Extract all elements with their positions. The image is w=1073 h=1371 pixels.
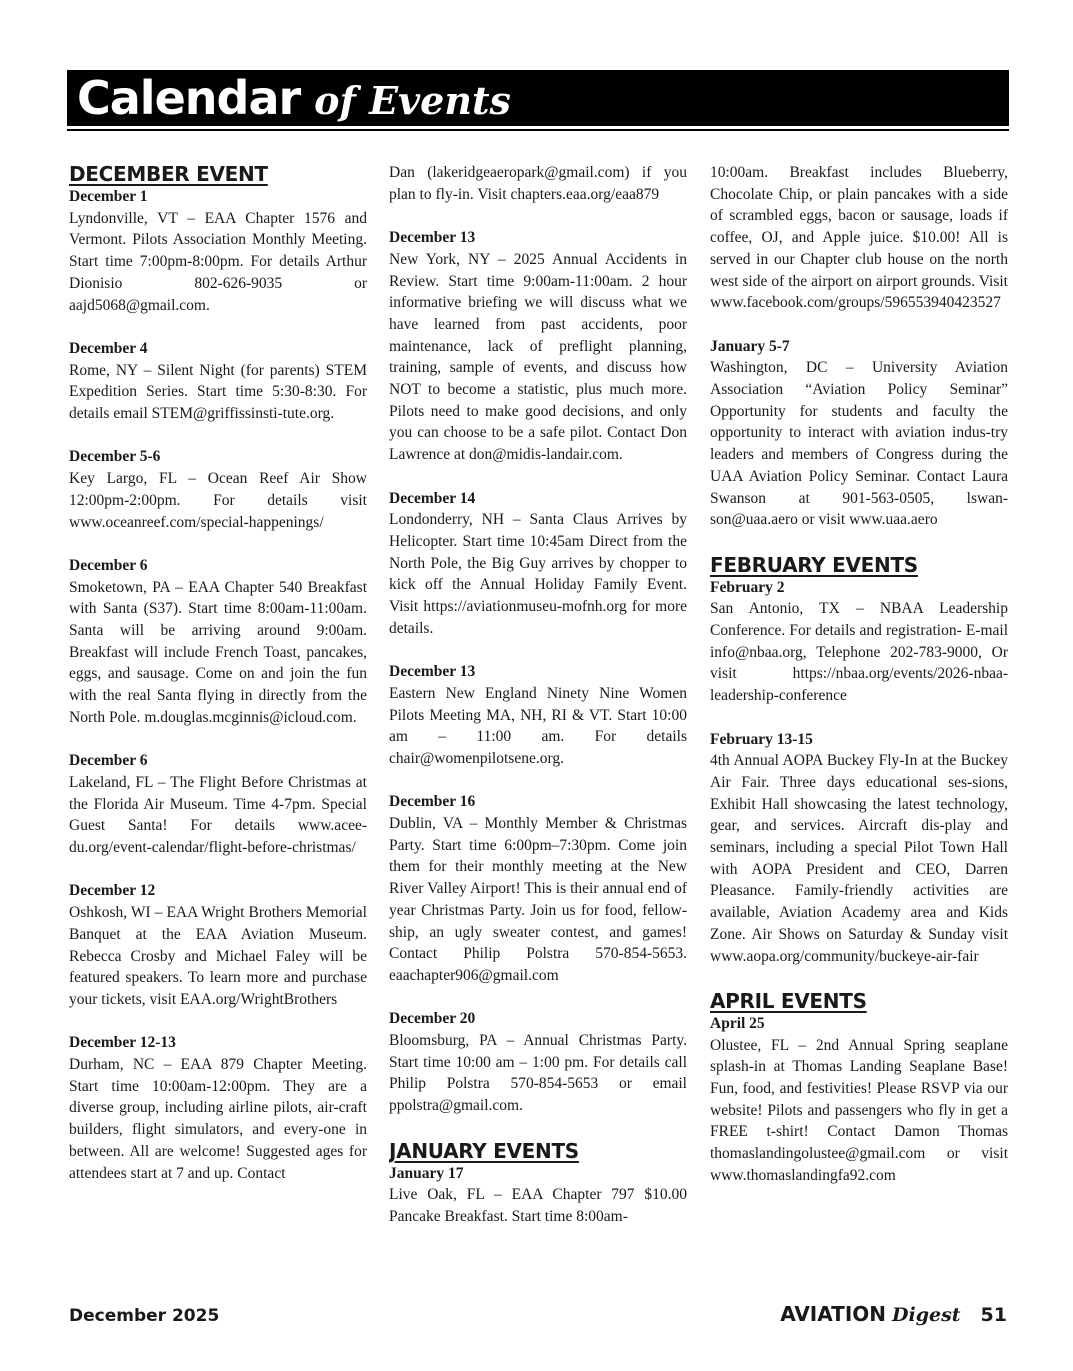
publication-footer [780,1302,1007,1326]
event-date: December 12 [69,882,156,900]
event-description: Durham, NC – EAA 879 Chapter Meeting. Start time 10:00am-12:00pm. They are a diverse group, including airline pilots, air-craft builders, flight simulators, and every-one in between. All are welcome! Suggested ages for attendees start at 7 and up. Contact [69,1056,367,1182]
event-date: December 16 [389,793,476,811]
event-date: January 17 [389,1164,464,1182]
event-date: December 13 [389,663,476,681]
event-date: December 1 [69,188,148,205]
event-date: February 2 [710,578,785,596]
event-entry [389,1008,687,1117]
page-number: 51 [980,1304,1007,1326]
event-description: Rome, NY – Silent Night (for parents) STEM Expedition Series. Start time 5:30-8:30. For details email STEM@griffissinsti-tute.org. [69,361,367,423]
event-entry [69,1032,367,1184]
event-entry [69,750,367,859]
event-description: Washington, DC – University Aviation Association “Aviation Policy Seminar” Opportunity for students and faculty the opportunity to interact with aviation indus-try leaders and members of Congress during the UAA Aviation Policy Seminar. Contact Laura Swanson at 901-563-0505, lswan-son@uaa.aero or visit www.uaa.aero [710,359,1008,529]
event-date: December 6 [69,752,148,770]
page-title-banner [67,70,1009,126]
event-description: Bloomsburg, PA – Annual Christmas Party. Start time 10:00 am – 1:00 pm. For details call Philip Polstra 570-854-5653 or email ppolstra@gmail.com. [389,1032,687,1115]
event-entry [69,446,367,533]
event-entry [710,729,1008,968]
event-entry [710,577,1008,707]
event-date: February 13-15 [710,730,813,748]
event-date: December 13 [389,229,476,247]
event-description: 10:00am. Breakfast includes Blueberry, Chocolate Chip, or plain pancakes with a side of scrambled eggs, bacon or sausage, loads if coffee, OJ, and Apple juice. $10.00! All is served in our Chapter club house on the north west side of the airport on airport grounds. Visit www.facebook.com/groups/596553940423527 [710,164,1008,312]
title-rule [67,129,1009,131]
event-description: San Antonio, TX – NBAA Leadership Conference. For details and registration- E-mail info@nbaa.org, Telephone 202-783-9000, Or visit https://nbaa.org/events/2026-nbaa-leadership-conference [710,600,1008,705]
event-description: Dublin, VA – Monthly Member & Christmas Party. Start time 6:00pm–7:30pm. Come join them for their monthly meeting at the New River Valley Airport! This is their annual end of year Christmas Party. Join us for food, fellow-ship, an ugly sweater contest, and games! Contact Philip Polstra 570-854-5653. eaachapter906@gmail.com [389,815,687,984]
event-entry [389,488,687,640]
event-entry [389,1163,687,1228]
publication-name: AVIATION [780,1302,886,1326]
event-entry [69,338,367,425]
event-entry [710,162,1008,314]
event-date: December 20 [389,1010,476,1028]
event-date: December 6 [69,556,148,574]
page-title: Calendar [77,71,301,125]
event-entry [389,661,687,770]
event-date: December 5-6 [69,448,161,466]
event-description: 4th Annual AOPA Buckey Fly-In at the Buckey Air Fair. Three days educational ses-sions, Exhibit Hall showcasing the latest technology, gear, and services. Aircraft dis-play and seminars, including a special Pilot Town Hall with AOPA President and CEO, Darren Pleasance. Family-friendly activities are available, Aviation Academy area and Kids Zone. Air Shows on Saturday & Sunday visit www.aopa.org/community/buckeye-air-fair [710,752,1008,965]
event-entry [389,227,687,466]
event-description: New York, NY – 2025 Annual Accidents in Review. Start time 9:00am-11:00am. 2 hour informative briefing we will discuss what we have learned from past accidents, poor maintenance, lack of preflight planning, training, sample of events, and discuss how NOT to become a statistic, plus much more. Pilots need to make good decisions, and only you can choose to be a safe pilot. Contact Don Lawrence at don@midis-landair.com. [389,250,687,464]
column-1 [69,162,367,1206]
page-title-italic: of Events [314,77,511,123]
event-description: Londonderry, NH – Santa Claus Arrives by Helicopter. Start time 10:45am Direct from the North Pole, the Big Guy arrives by chopper to kick off the Annual Holiday Family Event. Visit https://aviationmuseu-mofnh.org for more details. [389,511,687,637]
publication-name-italic: Digest [892,1304,961,1326]
event-description: Eastern New England Ninety Nine Women Pilots Meeting MA, NH, RI & VT. Start 10:00 am – 11:00 am. For details chair@womenpilotsene.org. [389,684,687,767]
event-description: Lakeland, FL – The Flight Before Christmas at the Florida Air Museum. Time 4-7pm. Special Guest Santa! For details www.acee-du.org/event-calendar/flight-before-christmas/ [69,773,367,857]
event-entry [389,791,687,986]
event-date: December 4 [69,339,148,357]
event-date: December 14 [389,489,476,507]
event-description: Lyndonville, VT – EAA Chapter 1576 and Vermont. Pilots Association Monthly Meeting. Start time 7:00pm-8:00pm. For details Arthur Dionisio 802-626-9035 or aajd5068@gmail.com. [69,209,367,314]
section-heading: FEBRUARY EVENTS [710,552,918,577]
event-entry [710,336,1008,531]
event-entry [69,186,367,316]
event-date: January 5-7 [710,337,790,355]
event-description: Olustee, FL – 2nd Annual Spring seaplane splash-in at Thomas Landing Seaplane Base! Fun, food, and festivities! Please RSVP via our website! Pilots and passengers who fly in get a FREE t-shirt! Contact Damon Thomas thomaslandingolustee@gmail.com or visit www.thomaslandingfa92.com [710,1036,1008,1184]
event-date: December 12-13 [69,1034,176,1052]
event-description: Live Oak, FL – EAA Chapter 797 $10.00 Pancake Breakfast. Start time 8:00am- [389,1186,687,1225]
event-entry [389,162,687,205]
event-description: Smoketown, PA – EAA Chapter 540 Breakfast with Santa (S37). Start time 8:00am-11:00am. Santa will be arriving around 9:00am. Breakfast will include French Toast, pancakes, eggs, and sausage. Come on and join the fun with the real Santa flying in directly from the North Pole. m.douglas.mcginnis@icloud.com. [69,578,367,726]
issue-date: December 2025 [69,1306,220,1326]
event-entry [69,880,367,1010]
event-date: April 25 [710,1014,765,1032]
event-description: Dan (lakeridgeaeropark@gmail.com) if you plan to fly-in. Visit chapters.eaa.org/eaa879 [389,164,687,203]
event-entry [69,555,367,729]
column-2 [389,162,687,1249]
event-entry [710,1013,1008,1187]
column-3 [710,162,1008,1208]
event-description: Oshkosh, WI – EAA Wright Brothers Memorial Banquet at the EAA Aviation Museum. Rebecca Crosby and Michael Faley will be featured speakers. To learn more and purchase your tickets, visit EAA.org/WrightBrothers [69,904,367,1008]
section-heading: JANUARY EVENTS [389,1138,579,1163]
event-description: Key Largo, FL – Ocean Reef Air Show 12:00pm-2:00pm. For details visit www.oceanreef.com/special-happenings/ [69,470,367,531]
section-heading: APRIL EVENTS [710,988,867,1013]
section-heading: DECEMBER EVENT [69,162,268,186]
